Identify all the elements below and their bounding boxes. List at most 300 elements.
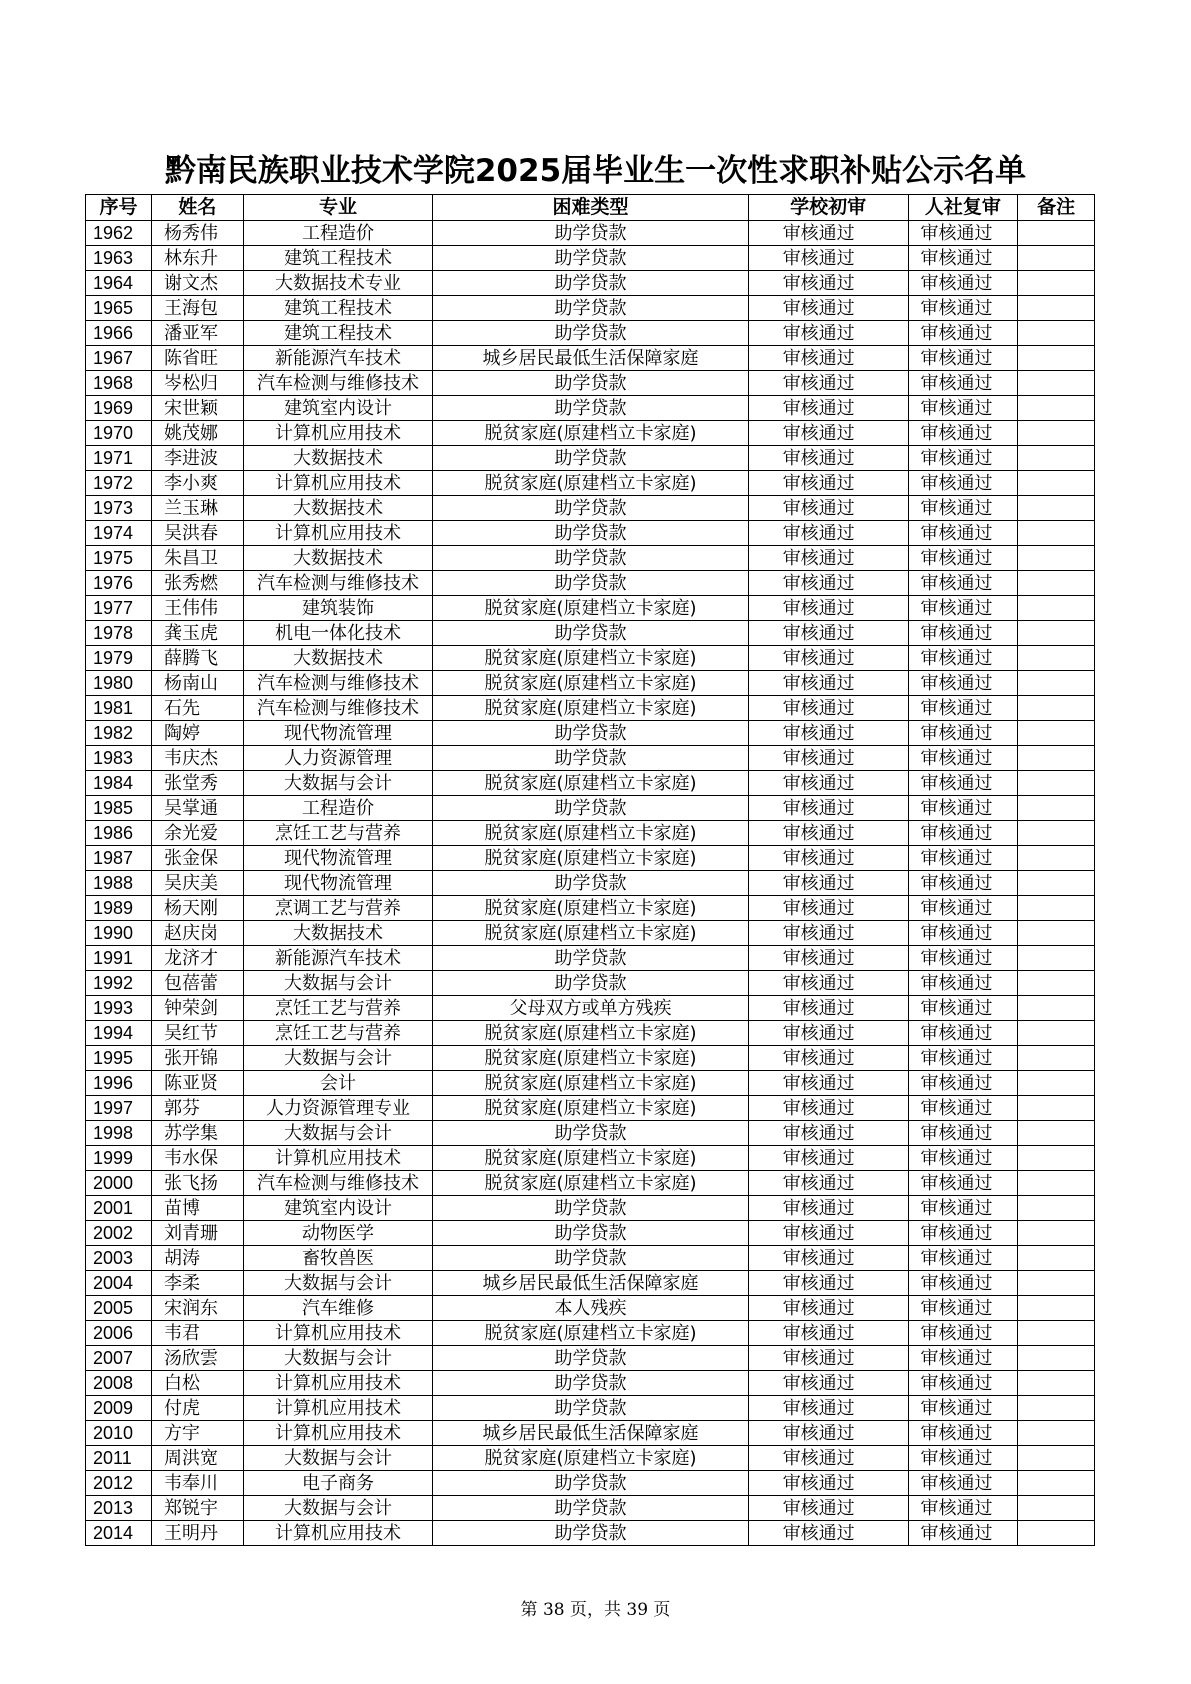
cell-difficulty-type: 脱贫家庭(原建档立卡家庭) — [433, 1046, 748, 1071]
cell-name: 周洪宽 — [152, 1446, 244, 1471]
cell-difficulty-type: 助学贷款 — [433, 296, 748, 321]
cell-school-review: 审核通过 — [748, 871, 908, 896]
cell-serial-number: 1977 — [86, 596, 152, 621]
cell-serial-number: 2009 — [86, 1396, 152, 1421]
header-hr-review: 人社复审 — [908, 195, 1018, 221]
cell-major: 大数据与会计 — [243, 971, 433, 996]
cell-school-review: 审核通过 — [748, 471, 908, 496]
cell-serial-number: 1964 — [86, 271, 152, 296]
cell-remarks — [1018, 921, 1095, 946]
page-footer: 第 38 页，共 39 页 — [520, 1600, 671, 1620]
cell-serial-number: 1996 — [86, 1071, 152, 1096]
cell-school-review: 审核通过 — [748, 971, 908, 996]
cell-difficulty-type: 助学贷款 — [433, 946, 748, 971]
cell-major: 计算机应用技术 — [243, 1321, 433, 1346]
cell-serial-number: 1963 — [86, 246, 152, 271]
cell-difficulty-type: 助学贷款 — [433, 396, 748, 421]
cell-hr-review: 审核通过 — [908, 296, 1018, 321]
cell-name: 潘亚军 — [152, 321, 244, 346]
cell-school-review: 审核通过 — [748, 721, 908, 746]
cell-school-review: 审核通过 — [748, 696, 908, 721]
cell-serial-number: 1981 — [86, 696, 152, 721]
cell-serial-number: 2000 — [86, 1171, 152, 1196]
cell-hr-review: 审核通过 — [908, 546, 1018, 571]
cell-difficulty-type: 脱贫家庭(原建档立卡家庭) — [433, 1096, 748, 1121]
cell-hr-review: 审核通过 — [908, 1171, 1018, 1196]
cell-major: 大数据与会计 — [243, 771, 433, 796]
cell-name: 李小爽 — [152, 471, 244, 496]
cell-remarks — [1018, 696, 1095, 721]
cell-school-review: 审核通过 — [748, 1421, 908, 1446]
cell-name: 苗博 — [152, 1196, 244, 1221]
cell-remarks — [1018, 346, 1095, 371]
cell-major: 建筑室内设计 — [243, 1196, 433, 1221]
cell-school-review: 审核通过 — [748, 371, 908, 396]
cell-remarks — [1018, 1046, 1095, 1071]
header-difficulty-type: 困难类型 — [433, 195, 748, 221]
table-row — [86, 846, 1095, 871]
cell-name: 杨南山 — [152, 671, 244, 696]
cell-serial-number: 1968 — [86, 371, 152, 396]
cell-name: 韦水保 — [152, 1146, 244, 1171]
cell-difficulty-type: 助学贷款 — [433, 1371, 748, 1396]
cell-major: 人力资源管理专业 — [243, 1096, 433, 1121]
table-row — [86, 596, 1095, 621]
roster-table — [85, 194, 1095, 1546]
cell-difficulty-type: 脱贫家庭(原建档立卡家庭) — [433, 1146, 748, 1171]
cell-school-review: 审核通过 — [748, 271, 908, 296]
table-row — [86, 871, 1095, 896]
cell-name: 李进波 — [152, 446, 244, 471]
cell-school-review: 审核通过 — [748, 246, 908, 271]
table-row — [86, 546, 1095, 571]
cell-name: 龚玉虎 — [152, 621, 244, 646]
cell-school-review: 审核通过 — [748, 546, 908, 571]
cell-major: 大数据技术 — [243, 546, 433, 571]
table-row — [86, 696, 1095, 721]
cell-major: 汽车维修 — [243, 1296, 433, 1321]
cell-major: 烹饪工艺与营养 — [243, 996, 433, 1021]
cell-remarks — [1018, 721, 1095, 746]
cell-difficulty-type: 助学贷款 — [433, 746, 748, 771]
table-row — [86, 446, 1095, 471]
cell-hr-review: 审核通过 — [908, 521, 1018, 546]
cell-school-review: 审核通过 — [748, 446, 908, 471]
page-title: 黔南民族职业技术学院2025届毕业生一次性求职补贴公示名单 — [164, 153, 1027, 189]
cell-serial-number: 1990 — [86, 921, 152, 946]
cell-serial-number: 2008 — [86, 1371, 152, 1396]
cell-serial-number: 1993 — [86, 996, 152, 1021]
cell-serial-number: 2005 — [86, 1296, 152, 1321]
table-row — [86, 1496, 1095, 1521]
cell-hr-review: 审核通过 — [908, 821, 1018, 846]
cell-name: 方宇 — [152, 1421, 244, 1446]
cell-remarks — [1018, 1471, 1095, 1496]
cell-major: 大数据与会计 — [243, 1046, 433, 1071]
cell-difficulty-type: 助学贷款 — [433, 971, 748, 996]
cell-serial-number: 1972 — [86, 471, 152, 496]
cell-name: 朱昌卫 — [152, 546, 244, 571]
cell-serial-number: 1970 — [86, 421, 152, 446]
cell-hr-review: 审核通过 — [908, 1071, 1018, 1096]
cell-hr-review: 审核通过 — [908, 996, 1018, 1021]
cell-hr-review: 审核通过 — [908, 1346, 1018, 1371]
cell-name: 石先 — [152, 696, 244, 721]
table-row — [86, 946, 1095, 971]
cell-school-review: 审核通过 — [748, 1496, 908, 1521]
cell-serial-number: 2010 — [86, 1421, 152, 1446]
table-row — [86, 921, 1095, 946]
table-row — [86, 396, 1095, 421]
cell-name: 王伟伟 — [152, 596, 244, 621]
cell-serial-number: 1992 — [86, 971, 152, 996]
cell-name: 林东升 — [152, 246, 244, 271]
cell-difficulty-type: 助学贷款 — [433, 546, 748, 571]
cell-difficulty-type: 助学贷款 — [433, 1196, 748, 1221]
cell-serial-number: 1983 — [86, 746, 152, 771]
cell-hr-review: 审核通过 — [908, 621, 1018, 646]
cell-school-review: 审核通过 — [748, 571, 908, 596]
table-row — [86, 221, 1095, 246]
cell-remarks — [1018, 1171, 1095, 1196]
cell-major: 计算机应用技术 — [243, 471, 433, 496]
cell-school-review: 审核通过 — [748, 671, 908, 696]
cell-difficulty-type: 脱贫家庭(原建档立卡家庭) — [433, 1071, 748, 1096]
cell-difficulty-type: 助学贷款 — [433, 446, 748, 471]
cell-major: 大数据与会计 — [243, 1496, 433, 1521]
cell-hr-review: 审核通过 — [908, 246, 1018, 271]
cell-remarks — [1018, 421, 1095, 446]
cell-difficulty-type: 脱贫家庭(原建档立卡家庭) — [433, 1321, 748, 1346]
cell-major: 建筑工程技术 — [243, 246, 433, 271]
cell-remarks — [1018, 646, 1095, 671]
table-header — [86, 195, 1095, 221]
cell-serial-number: 2013 — [86, 1496, 152, 1521]
table-row — [86, 1346, 1095, 1371]
cell-hr-review: 审核通过 — [908, 1421, 1018, 1446]
cell-remarks — [1018, 746, 1095, 771]
cell-difficulty-type: 脱贫家庭(原建档立卡家庭) — [433, 846, 748, 871]
cell-school-review: 审核通过 — [748, 221, 908, 246]
cell-hr-review: 审核通过 — [908, 1321, 1018, 1346]
cell-remarks — [1018, 946, 1095, 971]
cell-hr-review: 审核通过 — [908, 771, 1018, 796]
cell-serial-number: 2006 — [86, 1321, 152, 1346]
cell-name: 苏学集 — [152, 1121, 244, 1146]
cell-school-review: 审核通过 — [748, 1021, 908, 1046]
cell-name: 包蓓蕾 — [152, 971, 244, 996]
cell-hr-review: 审核通过 — [908, 596, 1018, 621]
cell-school-review: 审核通过 — [748, 1321, 908, 1346]
cell-hr-review: 审核通过 — [908, 671, 1018, 696]
cell-major: 会计 — [243, 1071, 433, 1096]
cell-hr-review: 审核通过 — [908, 571, 1018, 596]
cell-major: 工程造价 — [243, 221, 433, 246]
cell-remarks — [1018, 471, 1095, 496]
cell-difficulty-type: 脱贫家庭(原建档立卡家庭) — [433, 671, 748, 696]
cell-hr-review: 审核通过 — [908, 871, 1018, 896]
cell-major: 计算机应用技术 — [243, 421, 433, 446]
cell-name: 张秀燃 — [152, 571, 244, 596]
cell-school-review: 审核通过 — [748, 1296, 908, 1321]
cell-serial-number: 2001 — [86, 1196, 152, 1221]
cell-name: 吴庆美 — [152, 871, 244, 896]
cell-serial-number: 1987 — [86, 846, 152, 871]
cell-difficulty-type: 助学贷款 — [433, 1396, 748, 1421]
cell-serial-number: 2004 — [86, 1271, 152, 1296]
cell-remarks — [1018, 396, 1095, 421]
cell-remarks — [1018, 1071, 1095, 1096]
cell-name: 张飞扬 — [152, 1171, 244, 1196]
cell-name: 陈亚贤 — [152, 1071, 244, 1096]
cell-hr-review: 审核通过 — [908, 446, 1018, 471]
cell-major: 大数据与会计 — [243, 1271, 433, 1296]
cell-major: 建筑工程技术 — [243, 321, 433, 346]
cell-hr-review: 审核通过 — [908, 721, 1018, 746]
cell-major: 机电一体化技术 — [243, 621, 433, 646]
cell-serial-number: 1998 — [86, 1121, 152, 1146]
table-row — [86, 371, 1095, 396]
cell-school-review: 审核通过 — [748, 996, 908, 1021]
cell-difficulty-type: 助学贷款 — [433, 371, 748, 396]
cell-difficulty-type: 助学贷款 — [433, 496, 748, 521]
table-row — [86, 521, 1095, 546]
cell-major: 计算机应用技术 — [243, 1146, 433, 1171]
cell-major: 建筑工程技术 — [243, 296, 433, 321]
cell-major: 大数据技术 — [243, 921, 433, 946]
cell-difficulty-type: 助学贷款 — [433, 1121, 748, 1146]
cell-remarks — [1018, 521, 1095, 546]
cell-serial-number: 1978 — [86, 621, 152, 646]
cell-school-review: 审核通过 — [748, 596, 908, 621]
cell-major: 大数据与会计 — [243, 1446, 433, 1471]
table-row — [86, 246, 1095, 271]
cell-hr-review: 审核通过 — [908, 271, 1018, 296]
cell-name: 韦奉川 — [152, 1471, 244, 1496]
cell-serial-number: 1986 — [86, 821, 152, 846]
cell-remarks — [1018, 1371, 1095, 1396]
cell-hr-review: 审核通过 — [908, 646, 1018, 671]
cell-major: 大数据与会计 — [243, 1121, 433, 1146]
cell-remarks — [1018, 771, 1095, 796]
cell-major: 新能源汽车技术 — [243, 946, 433, 971]
cell-difficulty-type: 脱贫家庭(原建档立卡家庭) — [433, 421, 748, 446]
cell-school-review: 审核通过 — [748, 1121, 908, 1146]
cell-hr-review: 审核通过 — [908, 1371, 1018, 1396]
cell-remarks — [1018, 546, 1095, 571]
cell-serial-number: 1980 — [86, 671, 152, 696]
cell-name: 薛腾飞 — [152, 646, 244, 671]
cell-name: 吴红节 — [152, 1021, 244, 1046]
cell-school-review: 审核通过 — [748, 496, 908, 521]
cell-remarks — [1018, 371, 1095, 396]
cell-name: 岑松归 — [152, 371, 244, 396]
cell-difficulty-type: 脱贫家庭(原建档立卡家庭) — [433, 596, 748, 621]
table-row — [86, 1421, 1095, 1446]
cell-difficulty-type: 助学贷款 — [433, 571, 748, 596]
cell-difficulty-type: 脱贫家庭(原建档立卡家庭) — [433, 821, 748, 846]
cell-difficulty-type: 助学贷款 — [433, 1496, 748, 1521]
table-row — [86, 1171, 1095, 1196]
cell-hr-review: 审核通过 — [908, 1496, 1018, 1521]
cell-name: 李柔 — [152, 1271, 244, 1296]
cell-hr-review: 审核通过 — [908, 1046, 1018, 1071]
cell-remarks — [1018, 1396, 1095, 1421]
table-row — [86, 1221, 1095, 1246]
cell-difficulty-type: 本人残疾 — [433, 1296, 748, 1321]
cell-serial-number: 1976 — [86, 571, 152, 596]
cell-serial-number: 2012 — [86, 1471, 152, 1496]
cell-serial-number: 1985 — [86, 796, 152, 821]
cell-serial-number: 1984 — [86, 771, 152, 796]
cell-school-review: 审核通过 — [748, 1071, 908, 1096]
header-row — [86, 195, 1095, 221]
cell-name: 刘青珊 — [152, 1221, 244, 1246]
cell-school-review: 审核通过 — [748, 946, 908, 971]
cell-serial-number: 2011 — [86, 1446, 152, 1471]
header-serial-number: 序号 — [86, 195, 152, 221]
cell-remarks — [1018, 1271, 1095, 1296]
cell-difficulty-type: 脱贫家庭(原建档立卡家庭) — [433, 921, 748, 946]
table-row — [86, 471, 1095, 496]
table-row — [86, 1046, 1095, 1071]
cell-school-review: 审核通过 — [748, 1171, 908, 1196]
cell-remarks — [1018, 996, 1095, 1021]
cell-name: 谢文杰 — [152, 271, 244, 296]
cell-serial-number: 1979 — [86, 646, 152, 671]
table-row — [86, 746, 1095, 771]
cell-remarks — [1018, 1246, 1095, 1271]
table-row — [86, 621, 1095, 646]
cell-difficulty-type: 助学贷款 — [433, 1471, 748, 1496]
cell-hr-review: 审核通过 — [908, 946, 1018, 971]
table-row — [86, 1371, 1095, 1396]
cell-major: 大数据技术 — [243, 496, 433, 521]
cell-major: 大数据技术 — [243, 446, 433, 471]
cell-serial-number: 1965 — [86, 296, 152, 321]
table-row — [86, 571, 1095, 596]
cell-serial-number: 1969 — [86, 396, 152, 421]
cell-name: 韦君 — [152, 1321, 244, 1346]
table-row — [86, 296, 1095, 321]
cell-difficulty-type: 助学贷款 — [433, 721, 748, 746]
cell-major: 动物医学 — [243, 1221, 433, 1246]
cell-remarks — [1018, 1346, 1095, 1371]
table-row — [86, 771, 1095, 796]
cell-hr-review: 审核通过 — [908, 1471, 1018, 1496]
cell-hr-review: 审核通过 — [908, 696, 1018, 721]
cell-serial-number: 1997 — [86, 1096, 152, 1121]
table-row — [86, 1246, 1095, 1271]
cell-school-review: 审核通过 — [748, 396, 908, 421]
table-row — [86, 1121, 1095, 1146]
cell-school-review: 审核通过 — [748, 646, 908, 671]
cell-remarks — [1018, 1321, 1095, 1346]
cell-major: 烹饪工艺与营养 — [243, 821, 433, 846]
cell-name: 宋润东 — [152, 1296, 244, 1321]
cell-remarks — [1018, 671, 1095, 696]
cell-major: 汽车检测与维修技术 — [243, 371, 433, 396]
cell-school-review: 审核通过 — [748, 1371, 908, 1396]
table-row — [86, 346, 1095, 371]
cell-remarks — [1018, 621, 1095, 646]
cell-hr-review: 审核通过 — [908, 1521, 1018, 1546]
cell-hr-review: 审核通过 — [908, 496, 1018, 521]
cell-serial-number: 2014 — [86, 1521, 152, 1546]
cell-major: 汽车检测与维修技术 — [243, 571, 433, 596]
cell-hr-review: 审核通过 — [908, 1146, 1018, 1171]
cell-major: 计算机应用技术 — [243, 1396, 433, 1421]
cell-name: 白松 — [152, 1371, 244, 1396]
table-row — [86, 721, 1095, 746]
cell-school-review: 审核通过 — [748, 821, 908, 846]
cell-major: 计算机应用技术 — [243, 521, 433, 546]
cell-serial-number: 1967 — [86, 346, 152, 371]
cell-difficulty-type: 脱贫家庭(原建档立卡家庭) — [433, 896, 748, 921]
cell-difficulty-type: 助学贷款 — [433, 321, 748, 346]
cell-difficulty-type: 脱贫家庭(原建档立卡家庭) — [433, 1171, 748, 1196]
table-row — [86, 971, 1095, 996]
cell-difficulty-type: 脱贫家庭(原建档立卡家庭) — [433, 696, 748, 721]
cell-name: 宋世颖 — [152, 396, 244, 421]
cell-major: 人力资源管理 — [243, 746, 433, 771]
cell-hr-review: 审核通过 — [908, 971, 1018, 996]
cell-remarks — [1018, 271, 1095, 296]
cell-name: 王海包 — [152, 296, 244, 321]
cell-major: 建筑装饰 — [243, 596, 433, 621]
cell-remarks — [1018, 871, 1095, 896]
cell-hr-review: 审核通过 — [908, 1271, 1018, 1296]
cell-school-review: 审核通过 — [748, 1146, 908, 1171]
cell-hr-review: 审核通过 — [908, 1296, 1018, 1321]
cell-remarks — [1018, 296, 1095, 321]
cell-name: 张堂秀 — [152, 771, 244, 796]
cell-major: 现代物流管理 — [243, 846, 433, 871]
table-row — [86, 1096, 1095, 1121]
table-row — [86, 896, 1095, 921]
cell-major: 计算机应用技术 — [243, 1371, 433, 1396]
cell-hr-review: 审核通过 — [908, 1121, 1018, 1146]
cell-remarks — [1018, 846, 1095, 871]
header-name: 姓名 — [152, 195, 244, 221]
cell-hr-review: 审核通过 — [908, 846, 1018, 871]
cell-major: 现代物流管理 — [243, 871, 433, 896]
cell-name: 张金保 — [152, 846, 244, 871]
cell-remarks — [1018, 1446, 1095, 1471]
cell-remarks — [1018, 1146, 1095, 1171]
cell-difficulty-type: 脱贫家庭(原建档立卡家庭) — [433, 1446, 748, 1471]
cell-difficulty-type: 助学贷款 — [433, 1246, 748, 1271]
cell-major: 烹调工艺与营养 — [243, 896, 433, 921]
cell-hr-review: 审核通过 — [908, 921, 1018, 946]
cell-remarks — [1018, 1421, 1095, 1446]
cell-major: 计算机应用技术 — [243, 1421, 433, 1446]
cell-serial-number: 2007 — [86, 1346, 152, 1371]
table-row — [86, 1446, 1095, 1471]
cell-hr-review: 审核通过 — [908, 321, 1018, 346]
cell-difficulty-type: 助学贷款 — [433, 271, 748, 296]
table-row — [86, 821, 1095, 846]
table-row — [86, 421, 1095, 446]
cell-remarks — [1018, 321, 1095, 346]
cell-hr-review: 审核通过 — [908, 1246, 1018, 1271]
table-row — [86, 271, 1095, 296]
cell-remarks — [1018, 1021, 1095, 1046]
cell-hr-review: 审核通过 — [908, 421, 1018, 446]
cell-remarks — [1018, 446, 1095, 471]
cell-school-review: 审核通过 — [748, 1046, 908, 1071]
cell-name: 郭芬 — [152, 1096, 244, 1121]
